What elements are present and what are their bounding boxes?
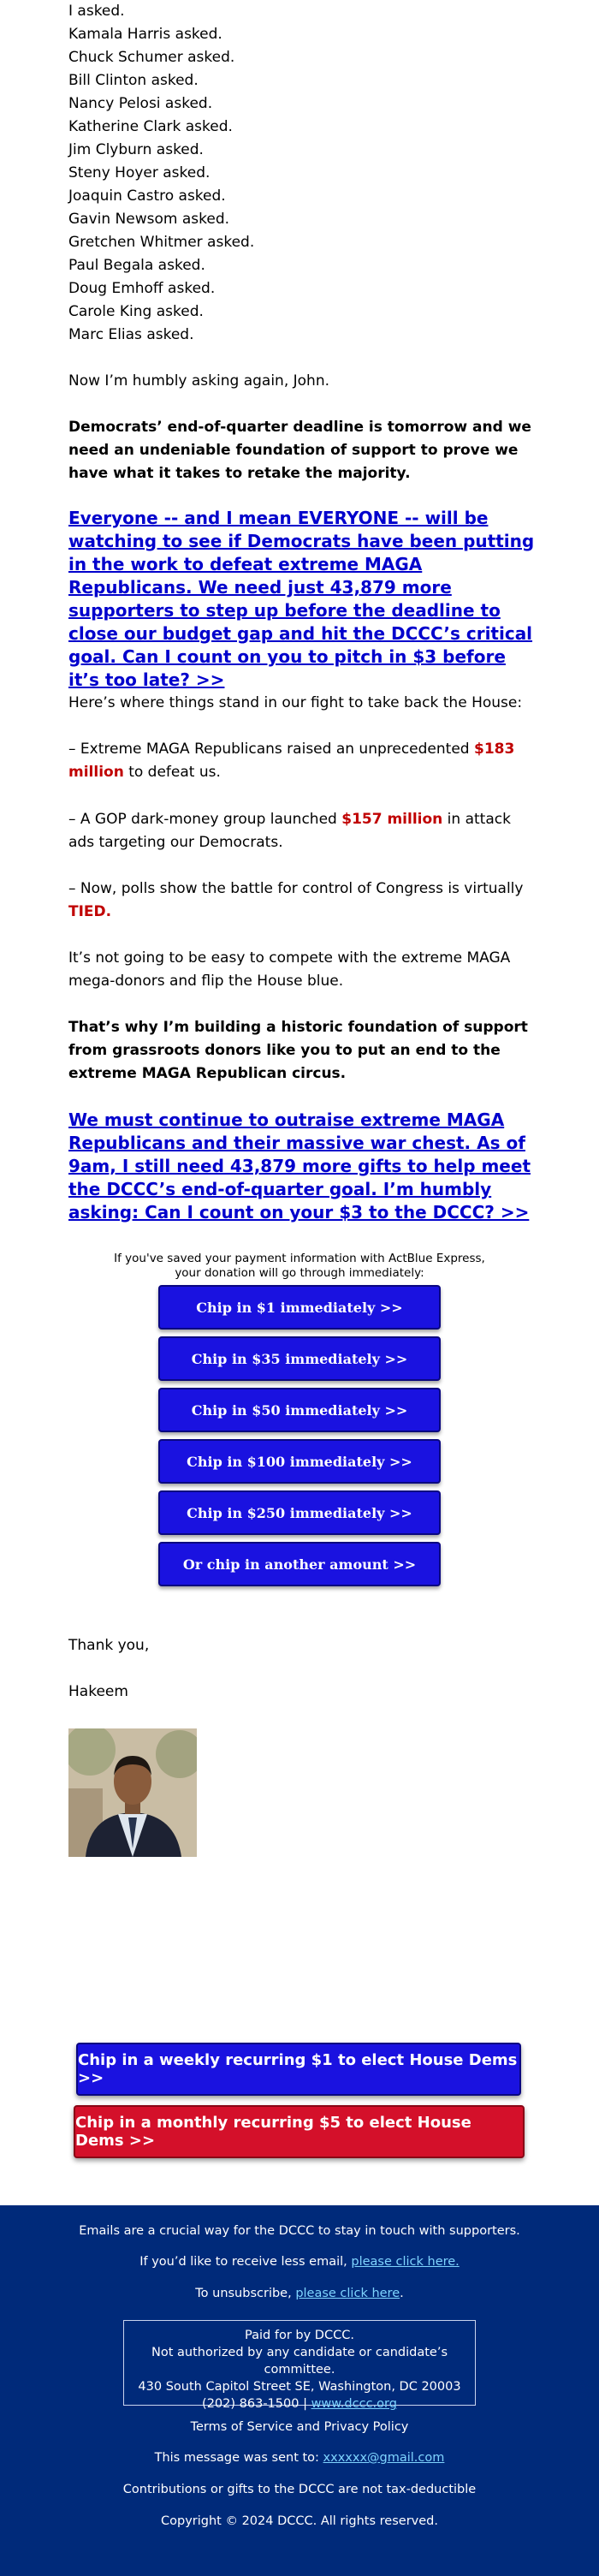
weekly-recurring-button[interactable]: Chip in a weekly recurring $1 to elect House Dems >> [76, 2043, 521, 2096]
asker-line: Doug Emhoff asked. [68, 280, 216, 297]
asker-line: Katherine Clark asked. [68, 118, 233, 135]
paid-for-text: Paid for by DCCC. [245, 2329, 354, 2342]
copyright-text: Copyright © 2024 DCCC. All rights reserved. [161, 2514, 438, 2528]
tied-label: TIED. [68, 903, 112, 920]
chip-in-250-button[interactable]: Chip in $250 immediately >> [158, 1490, 441, 1535]
recipient-email: xxxxxx@gmail.com [323, 2451, 445, 2465]
chip-in-35-button[interactable]: Chip in $35 immediately >> [158, 1336, 441, 1381]
asker-line: Paul Begala asked. [68, 257, 205, 274]
asker-line: Marc Elias asked. [68, 326, 194, 343]
building-support-text: That’s why I’m building a historic foundation of support from grassroots donors like you to put an end to the extreme MAGA Republican circus. [68, 1019, 528, 1082]
signature-name: Hakeem [68, 1683, 128, 1700]
amount-157-million: $157 million [341, 811, 443, 828]
asker-line: Gavin Newsom asked. [68, 211, 230, 228]
dccc-site-link[interactable]: www.dccc.org [311, 2397, 397, 2411]
actblue-express-note: If you've saved your payment information with ActBlue Express, your donation will go through immediately: [114, 1252, 485, 1280]
deadline-text: Democrats’ end-of-quarter deadline is tomorrow and we need an undeniable foundation of support to prove we have what it takes to retake the majority. [68, 419, 531, 482]
where-things-stand-text: Here’s where things stand in our fight to take back the House: [68, 694, 523, 711]
asker-line: Joaquin Castro asked. [68, 187, 226, 205]
footer-emails-note: Emails are a crucial way for the DCCC to stay in touch with supporters. [79, 2224, 520, 2238]
asker-line: Gretchen Whitmer asked. [68, 234, 255, 251]
chip-in-100-button[interactable]: Chip in $100 immediately >> [158, 1439, 441, 1484]
bullet-dark-money: – A GOP dark-money group launched $157 million in attack ads targeting our Democrats. [68, 811, 511, 851]
bullet-republicans-raised: – Extreme MAGA Republicans raised an unprecedented $183 million to defeat us. [68, 741, 515, 781]
chip-in-other-amount-button[interactable]: Or chip in another amount >> [158, 1542, 441, 1586]
asker-line: Carole King asked. [68, 303, 204, 320]
terms-privacy-link[interactable]: Terms of Service and Privacy Policy [190, 2420, 409, 2434]
tax-deductible-note: Contributions or gifts to the DCCC are not tax-deductible [122, 2483, 477, 2496]
address-text: 430 South Capitol Street SE, Washington, DC 20003 [138, 2380, 461, 2394]
donate-link-secondary[interactable]: We must continue to outraise extreme MAGA Republicans and their massive war chest. As of 9am, I still need 43,879 more gifts to help meet the DCCC’s end-of-quarter goal. I’m humbly asking: Can I count on your $3 to the DCCC? >> [68, 1110, 531, 1223]
asker-line: Nancy Pelosi asked. [68, 95, 213, 112]
asker-line: Jim Clyburn asked. [68, 141, 204, 158]
not-authorized-text: Not authorized by any candidate or candidate’s committee. [151, 2346, 448, 2377]
phone-site-line: (202) 863-1500 | www.dccc.org [202, 2397, 397, 2411]
compete-text: It’s not going to be easy to compete with the extreme MAGA mega-donors and flip the House blue. [68, 949, 511, 990]
hakeem-portrait-photo [68, 1728, 197, 1857]
humbly-asking-text: Now I’m humbly asking again, John. [68, 372, 330, 390]
amount-183-million: $183 million [68, 741, 515, 781]
asker-line: Kamala Harris asked. [68, 26, 222, 43]
unsubscribe-link[interactable]: please click here [295, 2287, 400, 2300]
asker-line: Steny Hoyer asked. [68, 164, 211, 181]
less-email-link[interactable]: please click here. [351, 2255, 460, 2269]
bullet-polls-tied: – Now, polls show the battle for control of Congress is virtually TIED. [68, 880, 524, 920]
footer [0, 2205, 599, 2576]
asker-line: Bill Clinton asked. [68, 72, 199, 89]
donate-link-primary[interactable]: Everyone -- and I mean EVERYONE -- will be watching to see if Democrats have been putting in the work to defeat extreme MAGA Republicans. We need just 43,879 more supporters to step up before the deadline to close our budget gap and hit the DCCC’s critical goal. Can I count on you to pitch in $3 before it’s too late? >> [68, 508, 535, 690]
asker-line: I asked. [68, 3, 125, 20]
footer-less-email: If you’d like to receive less email, please click here. [139, 2255, 460, 2269]
chip-in-1-button[interactable]: Chip in $1 immediately >> [158, 1285, 441, 1330]
chip-in-50-button[interactable]: Chip in $50 immediately >> [158, 1388, 441, 1432]
asker-line: Chuck Schumer asked. [68, 49, 235, 66]
asker-list [68, 0, 254, 347]
thank-you-text: Thank you, [68, 1637, 150, 1654]
footer-unsubscribe: To unsubscribe, please click here. [195, 2287, 404, 2300]
footer-sent-to: This message was sent to: xxxxxx@gmail.com [154, 2451, 445, 2465]
paid-for-box [123, 2320, 476, 2411]
monthly-recurring-button[interactable]: Chip in a monthly recurring $5 to elect House Dems >> [74, 2105, 525, 2158]
